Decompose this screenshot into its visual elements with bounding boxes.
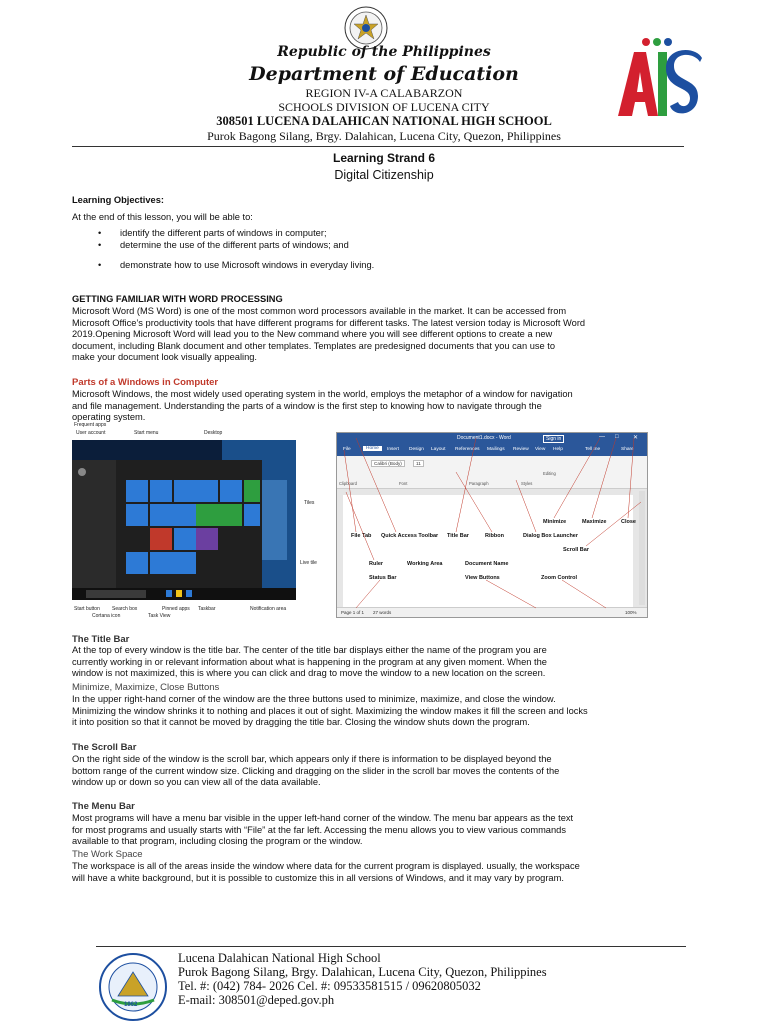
label-search-box: Search box xyxy=(112,606,138,612)
tile xyxy=(196,480,218,502)
tab-help: Help xyxy=(553,447,563,452)
tile xyxy=(244,504,260,526)
parts-heading: Parts of a Windows in Computer xyxy=(72,377,219,388)
word-processing-paragraph xyxy=(72,306,712,364)
tile xyxy=(150,552,196,574)
word-processing-heading: GETTING FAMILIAR WITH WORD PROCESSING xyxy=(72,294,283,304)
school-line: 308501 LUCENA DALAHICAN NATIONAL HIGH SCHOOL xyxy=(216,114,552,128)
section-paragraph xyxy=(72,861,712,884)
label-frequent-apps: Frequent apps xyxy=(74,422,107,428)
label-tiles: Tiles xyxy=(304,500,315,506)
paragraph-line: At the top of every window is the title bar. The center of the title bar displays either the name of the program you are xyxy=(72,645,547,655)
tile xyxy=(150,528,172,550)
objective-item: • determine the use of the different parts of windows; and xyxy=(72,240,672,252)
label-status-bar: Status Bar xyxy=(369,575,397,581)
tab-view: View xyxy=(535,447,546,452)
tab-home: Home xyxy=(363,446,382,451)
tab-mailings: Mailings xyxy=(487,447,505,452)
footer-address: Purok Bagong Silang, Brgy. Dalahican, Lucena City, Quezon, Philippines xyxy=(178,965,547,979)
group-styles: Styles xyxy=(521,481,533,486)
word-sign-in: Sign in xyxy=(543,435,564,443)
paragraph-line: document, including Blank document and other templates. Templates are predesigned documents that you can use to xyxy=(72,340,556,351)
paragraph-line: Most programs will have a menu bar visible in the upper left-hand corner of the window. The menu bar appears as the text xyxy=(72,813,574,823)
strand-title: Learning Strand 6 xyxy=(332,151,436,165)
tile xyxy=(196,528,218,550)
section-paragraph xyxy=(72,645,712,680)
paragraph-line: On the right side of the window is the scroll bar, which appears only if there is information to be displayed beyond the xyxy=(72,754,552,764)
tile xyxy=(220,480,242,502)
user-avatar xyxy=(78,468,86,476)
tab-share: Share xyxy=(621,447,634,452)
paragraph-line: window is not maximized, this is where you can click and drag to move the window to a new location on the screen. xyxy=(72,668,546,678)
als-logo xyxy=(614,36,704,120)
paragraph-line: currently working in or relevant information about what is happening in the program at any given moment. When the xyxy=(72,656,547,667)
label-ribbon: Ribbon xyxy=(485,533,504,539)
footer-school: Lucena Dalahican National High School xyxy=(178,951,381,965)
paragraph-line: Microsoft Word (MS Word) is one of the most common word processors available in the market. It can be accessed from xyxy=(72,306,567,316)
label-ruler: Ruler xyxy=(369,561,384,567)
objective-item: • demonstrate how to use Microsoft windows in everyday living. xyxy=(72,260,672,272)
paragraph-line: make your document look visually appealing. xyxy=(72,352,258,362)
label-pinned-apps: Pinned apps xyxy=(162,606,190,612)
paragraph-line: The workspace is all of the areas inside the window where data for the current program is displayed. usually, the workspace xyxy=(72,861,580,871)
section-heading-buttons: Minimize, Maximize, Close Buttons xyxy=(72,682,220,693)
paragraph-line: available to that program, including closing the program or the window. xyxy=(72,836,363,846)
paragraph-line: and file management. Understanding the parts of a window is the first step to knowing how to navigate through the xyxy=(72,400,542,411)
label-title-bar: Title Bar xyxy=(447,533,469,539)
section-heading-scroll-bar: The Scroll Bar xyxy=(72,742,137,753)
minimize-icon: — xyxy=(599,434,605,440)
tab-review: Review xyxy=(513,447,529,452)
word-annotation-lines xyxy=(336,432,646,616)
group-clipboard: Clipboard xyxy=(339,481,357,486)
tile xyxy=(150,504,196,526)
label-start-button: Start button xyxy=(74,606,100,612)
section-paragraph xyxy=(72,754,712,789)
label-taskbar: Taskbar xyxy=(198,606,216,612)
paragraph-line: will have a white background, but it is possible to customize this in all versions of Windows, and it may vary by program. xyxy=(72,872,564,883)
tab-tell-me: Tell me xyxy=(585,447,601,452)
group-editing: Editing xyxy=(543,471,556,476)
header-divider xyxy=(72,146,684,147)
tab-layout: Layout xyxy=(431,447,446,452)
tile xyxy=(126,504,148,526)
label-view-buttons: View Buttons xyxy=(465,575,500,581)
objectives-heading: Learning Objectives: xyxy=(72,195,164,205)
tile xyxy=(196,504,242,526)
label-quick-access: Quick Access Toolbar xyxy=(381,533,439,539)
label-dialog-launcher: Dialog Box Launcher xyxy=(523,533,579,539)
label-close: Close xyxy=(621,519,636,525)
objectives-intro: At the end of this lesson, you will be able to: xyxy=(72,212,253,222)
tile xyxy=(126,480,148,502)
tile xyxy=(126,552,148,574)
paragraph-line: Microsoft Office’s productivity tools that have different programs for different tasks. The latest version today is Microsoft Word xyxy=(72,317,586,328)
start-menu-left-column xyxy=(72,460,116,588)
pinned-app-icon xyxy=(176,590,182,597)
word-window-title: Document1.docx - Word xyxy=(457,435,511,441)
label-file-tab: File Tab xyxy=(351,533,372,539)
footer-tel: Tel. #: (042) 784- 2026 Cel. #: 09533581515 / 09620805032 xyxy=(178,979,481,993)
tile xyxy=(174,480,196,502)
status-page: Page 1 of 1 xyxy=(341,610,365,615)
paragraph-line: In the upper right-hand corner of the window are the three buttons used to minimize, maximize, and close the window. xyxy=(72,694,556,704)
tab-insert: Insert xyxy=(387,447,399,452)
status-word-count: 27 words xyxy=(373,610,392,615)
maximize-icon: □ xyxy=(615,434,619,440)
division-line: SCHOOLS DIVISION OF LUCENA CITY xyxy=(278,100,490,114)
close-icon: ✕ xyxy=(633,435,639,441)
school-seal xyxy=(98,952,168,1022)
paragraph-line: bottom range of the current window size. Clicking and dragging on the slider in the scroll bar moves the contents of the xyxy=(72,765,560,776)
ribbon-font-size: 11 xyxy=(413,460,424,467)
paragraph-line: for most programs and usually starts with “File” at the far left. Accessing the menu allows you to view various commands xyxy=(72,824,566,835)
republic-heading: Republic of the Philippines xyxy=(277,44,491,60)
footer-divider xyxy=(96,946,686,947)
section-paragraph xyxy=(72,813,712,848)
section-heading-work-space: The Work Space xyxy=(72,849,143,860)
windows-desktop-figure xyxy=(72,422,326,620)
label-notification-area: Notification area xyxy=(250,606,287,612)
tab-design: Design xyxy=(409,447,424,452)
search-box-strip xyxy=(86,590,146,598)
paragraph-line: it into position so that it cannot be moved by dragging the title bar. Closing the window shuts down the program. xyxy=(72,717,530,727)
tab-references: References xyxy=(455,447,480,452)
objectives-list xyxy=(72,228,672,272)
group-font: Font xyxy=(399,481,408,486)
ribbon-font-name: Calibri (Body) xyxy=(371,460,405,467)
department-heading: Department of Education xyxy=(249,63,519,85)
address-line: Purok Bagong Silang, Brgy. Dalahican, Lucena City, Quezon, Philippines xyxy=(207,129,561,143)
label-minimize: Minimize xyxy=(543,519,567,525)
label-live-tile: Live tile xyxy=(300,560,317,566)
desktop-screen xyxy=(72,440,296,600)
section-heading-menu-bar: The Menu Bar xyxy=(72,801,135,812)
pinned-app-icon xyxy=(186,590,192,597)
label-start-menu: Start menu xyxy=(134,430,159,436)
pinned-app-icon xyxy=(166,590,172,597)
tile xyxy=(174,528,196,550)
section-paragraph xyxy=(72,694,712,729)
label-task-view: Task View xyxy=(148,613,171,619)
paragraph-line: operating system. xyxy=(72,412,146,422)
group-paragraph: Paragraph xyxy=(469,481,489,486)
parts-paragraph xyxy=(72,389,712,424)
paragraph-line: Minimizing the window shrinks it to nothing and places it out of sight. Maximizing the window makes it fill the screen and locks xyxy=(72,705,588,716)
section-heading-title-bar: The Title Bar xyxy=(72,634,130,645)
tile xyxy=(244,480,260,502)
label-user-account: User account xyxy=(76,430,106,436)
seal-year: 1962 xyxy=(124,1002,138,1008)
label-maximize: Maximize xyxy=(582,519,607,525)
label-cortana-icon: Cortana icon xyxy=(92,613,121,619)
status-zoom: 100% xyxy=(625,610,637,615)
label-scroll-bar: Scroll Bar xyxy=(563,547,589,553)
label-zoom-control: Zoom Control xyxy=(541,575,578,581)
tab-file: File xyxy=(343,447,351,452)
label-document-name: Document Name xyxy=(465,561,509,567)
label-desktop: Desktop xyxy=(204,430,223,436)
subject-title: Digital Citizenship xyxy=(334,168,434,182)
tile xyxy=(150,480,172,502)
paragraph-line: window up or down so you can view all of the data available. xyxy=(72,777,321,787)
paragraph-line: Microsoft Windows, the most widely used operating system in the world, employs the metaphor of a window for navigation xyxy=(72,389,573,399)
footer-email: E-mail: 308501@deped.gov.ph xyxy=(178,993,335,1007)
label-working-area: Working Area xyxy=(407,561,443,567)
paragraph-line: 2019.Opening Microsoft Word will lead you to the New command where you will see different options to create a new xyxy=(72,329,553,339)
objective-item: • identify the different parts of windows in computer; xyxy=(72,228,672,240)
region-line: REGION IV-A CALABARZON xyxy=(305,86,463,100)
